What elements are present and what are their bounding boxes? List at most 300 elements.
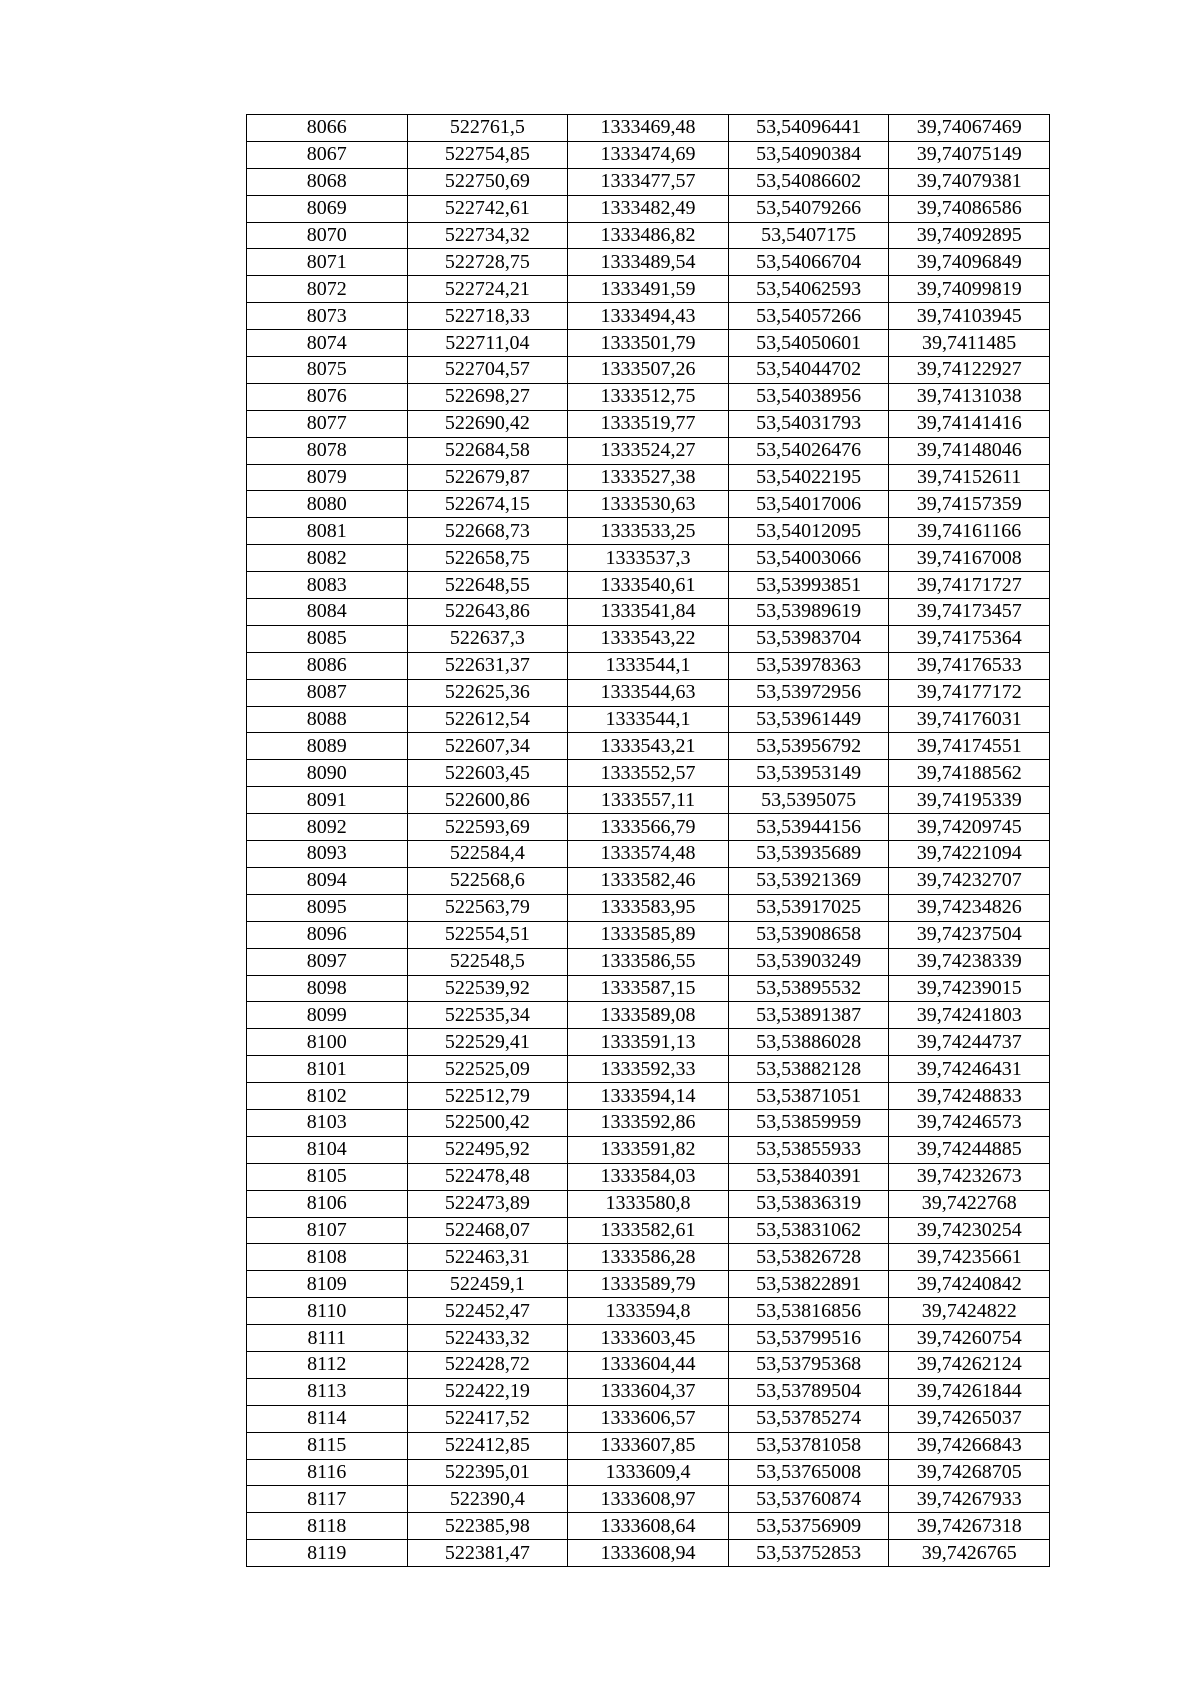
longitude-cell: 39,74260754 [889, 1325, 1050, 1352]
y-coordinate-cell: 1333512,75 [568, 383, 729, 410]
point-number-cell: 8092 [247, 814, 408, 841]
table-row [247, 787, 1050, 814]
x-coordinate-cell: 522495,92 [407, 1136, 568, 1163]
longitude-cell: 39,74152611 [889, 464, 1050, 491]
y-coordinate-cell: 1333589,08 [568, 1002, 729, 1029]
table-row [247, 1378, 1050, 1405]
x-coordinate-cell: 522539,92 [407, 975, 568, 1002]
table-row [247, 222, 1050, 249]
longitude-cell: 39,74268705 [889, 1459, 1050, 1486]
longitude-cell: 39,74267933 [889, 1486, 1050, 1513]
point-number-cell: 8112 [247, 1351, 408, 1378]
latitude-cell: 53,53871051 [728, 1083, 889, 1110]
latitude-cell: 53,53983704 [728, 625, 889, 652]
table-row [247, 303, 1050, 330]
point-number-cell: 8077 [247, 410, 408, 437]
point-number-cell: 8100 [247, 1029, 408, 1056]
x-coordinate-cell: 522698,27 [407, 383, 568, 410]
point-number-cell: 8066 [247, 115, 408, 142]
table-row [247, 1083, 1050, 1110]
point-number-cell: 8105 [247, 1163, 408, 1190]
x-coordinate-cell: 522593,69 [407, 814, 568, 841]
point-number-cell: 8094 [247, 867, 408, 894]
longitude-cell: 39,74176533 [889, 652, 1050, 679]
point-number-cell: 8068 [247, 168, 408, 195]
point-number-cell: 8067 [247, 141, 408, 168]
table-row [247, 1136, 1050, 1163]
y-coordinate-cell: 1333608,94 [568, 1540, 729, 1567]
latitude-cell: 53,53993851 [728, 572, 889, 599]
table-row [247, 1432, 1050, 1459]
x-coordinate-cell: 522684,58 [407, 437, 568, 464]
y-coordinate-cell: 1333587,15 [568, 975, 729, 1002]
latitude-cell: 53,53826728 [728, 1244, 889, 1271]
table-row [247, 357, 1050, 384]
latitude-cell: 53,53921369 [728, 867, 889, 894]
longitude-cell: 39,74195339 [889, 787, 1050, 814]
longitude-cell: 39,74122927 [889, 357, 1050, 384]
y-coordinate-cell: 1333603,45 [568, 1325, 729, 1352]
longitude-cell: 39,74265037 [889, 1405, 1050, 1432]
latitude-cell: 53,53765008 [728, 1459, 889, 1486]
table-row [247, 464, 1050, 491]
y-coordinate-cell: 1333530,63 [568, 491, 729, 518]
longitude-cell: 39,74131038 [889, 383, 1050, 410]
longitude-cell: 39,74092895 [889, 222, 1050, 249]
longitude-cell: 39,74148046 [889, 437, 1050, 464]
table-row [247, 948, 1050, 975]
point-number-cell: 8099 [247, 1002, 408, 1029]
y-coordinate-cell: 1333586,28 [568, 1244, 729, 1271]
point-number-cell: 8109 [247, 1271, 408, 1298]
longitude-cell: 39,74232673 [889, 1163, 1050, 1190]
y-coordinate-cell: 1333566,79 [568, 814, 729, 841]
table-row [247, 518, 1050, 545]
latitude-cell: 53,5395075 [728, 787, 889, 814]
point-number-cell: 8070 [247, 222, 408, 249]
table-row [247, 652, 1050, 679]
y-coordinate-cell: 1333482,49 [568, 195, 729, 222]
longitude-cell: 39,74244885 [889, 1136, 1050, 1163]
table-row [247, 195, 1050, 222]
x-coordinate-cell: 522643,86 [407, 599, 568, 626]
point-number-cell: 8108 [247, 1244, 408, 1271]
table-row [247, 1056, 1050, 1083]
latitude-cell: 53,54026476 [728, 437, 889, 464]
longitude-cell: 39,74246573 [889, 1109, 1050, 1136]
longitude-cell: 39,74237504 [889, 921, 1050, 948]
table-row [247, 249, 1050, 276]
point-number-cell: 8071 [247, 249, 408, 276]
latitude-cell: 53,54066704 [728, 249, 889, 276]
latitude-cell: 53,54057266 [728, 303, 889, 330]
y-coordinate-cell: 1333589,79 [568, 1271, 729, 1298]
latitude-cell: 53,53760874 [728, 1486, 889, 1513]
x-coordinate-cell: 522728,75 [407, 249, 568, 276]
latitude-cell: 53,53785274 [728, 1405, 889, 1432]
longitude-cell: 39,74141416 [889, 410, 1050, 437]
x-coordinate-cell: 522390,4 [407, 1486, 568, 1513]
x-coordinate-cell: 522648,55 [407, 572, 568, 599]
y-coordinate-cell: 1333494,43 [568, 303, 729, 330]
longitude-cell: 39,74244737 [889, 1029, 1050, 1056]
x-coordinate-cell: 522600,86 [407, 787, 568, 814]
table-row [247, 1325, 1050, 1352]
table-row [247, 1271, 1050, 1298]
latitude-cell: 53,54031793 [728, 410, 889, 437]
point-number-cell: 8096 [247, 921, 408, 948]
latitude-cell: 53,53886028 [728, 1029, 889, 1056]
latitude-cell: 53,53944156 [728, 814, 889, 841]
point-number-cell: 8093 [247, 841, 408, 868]
table-row [247, 1486, 1050, 1513]
latitude-cell: 53,53895532 [728, 975, 889, 1002]
latitude-cell: 53,53956792 [728, 733, 889, 760]
latitude-cell: 53,53972956 [728, 679, 889, 706]
latitude-cell: 53,54003066 [728, 545, 889, 572]
latitude-cell: 53,54062593 [728, 276, 889, 303]
latitude-cell: 53,53989619 [728, 599, 889, 626]
point-number-cell: 8083 [247, 572, 408, 599]
longitude-cell: 39,74157359 [889, 491, 1050, 518]
longitude-cell: 39,74235661 [889, 1244, 1050, 1271]
table-row [247, 572, 1050, 599]
x-coordinate-cell: 522612,54 [407, 706, 568, 733]
y-coordinate-cell: 1333582,46 [568, 867, 729, 894]
longitude-cell: 39,74173457 [889, 599, 1050, 626]
x-coordinate-cell: 522452,47 [407, 1298, 568, 1325]
latitude-cell: 53,53855933 [728, 1136, 889, 1163]
point-number-cell: 8072 [247, 276, 408, 303]
table-row [247, 330, 1050, 357]
table-row [247, 625, 1050, 652]
table-row [247, 115, 1050, 142]
latitude-cell: 53,54022195 [728, 464, 889, 491]
point-number-cell: 8076 [247, 383, 408, 410]
latitude-cell: 53,53882128 [728, 1056, 889, 1083]
longitude-cell: 39,74096849 [889, 249, 1050, 276]
longitude-cell: 39,74103945 [889, 303, 1050, 330]
longitude-cell: 39,7422768 [889, 1190, 1050, 1217]
y-coordinate-cell: 1333557,11 [568, 787, 729, 814]
x-coordinate-cell: 522478,48 [407, 1163, 568, 1190]
y-coordinate-cell: 1333544,1 [568, 652, 729, 679]
x-coordinate-cell: 522381,47 [407, 1540, 568, 1567]
longitude-cell: 39,74267318 [889, 1513, 1050, 1540]
point-number-cell: 8119 [247, 1540, 408, 1567]
latitude-cell: 53,53978363 [728, 652, 889, 679]
point-number-cell: 8073 [247, 303, 408, 330]
longitude-cell: 39,7424822 [889, 1298, 1050, 1325]
point-number-cell: 8107 [247, 1217, 408, 1244]
x-coordinate-cell: 522473,89 [407, 1190, 568, 1217]
point-number-cell: 8106 [247, 1190, 408, 1217]
longitude-cell: 39,74099819 [889, 276, 1050, 303]
y-coordinate-cell: 1333582,61 [568, 1217, 729, 1244]
x-coordinate-cell: 522535,34 [407, 1002, 568, 1029]
point-number-cell: 8091 [247, 787, 408, 814]
x-coordinate-cell: 522724,21 [407, 276, 568, 303]
x-coordinate-cell: 522468,07 [407, 1217, 568, 1244]
point-number-cell: 8085 [247, 625, 408, 652]
table-row [247, 921, 1050, 948]
x-coordinate-cell: 522718,33 [407, 303, 568, 330]
x-coordinate-cell: 522433,32 [407, 1325, 568, 1352]
y-coordinate-cell: 1333591,13 [568, 1029, 729, 1056]
y-coordinate-cell: 1333491,59 [568, 276, 729, 303]
y-coordinate-cell: 1333609,4 [568, 1459, 729, 1486]
longitude-cell: 39,74232707 [889, 867, 1050, 894]
x-coordinate-cell: 522554,51 [407, 921, 568, 948]
latitude-cell: 53,54044702 [728, 357, 889, 384]
latitude-cell: 53,53831062 [728, 1217, 889, 1244]
point-number-cell: 8097 [247, 948, 408, 975]
latitude-cell: 53,54079266 [728, 195, 889, 222]
y-coordinate-cell: 1333543,22 [568, 625, 729, 652]
latitude-cell: 53,53859959 [728, 1109, 889, 1136]
table-row [247, 975, 1050, 1002]
latitude-cell: 53,53789504 [728, 1378, 889, 1405]
longitude-cell: 39,74234826 [889, 894, 1050, 921]
latitude-cell: 53,53961449 [728, 706, 889, 733]
x-coordinate-cell: 522674,15 [407, 491, 568, 518]
table-row [247, 733, 1050, 760]
table-row [247, 814, 1050, 841]
x-coordinate-cell: 522422,19 [407, 1378, 568, 1405]
y-coordinate-cell: 1333486,82 [568, 222, 729, 249]
table-row [247, 1513, 1050, 1540]
y-coordinate-cell: 1333507,26 [568, 357, 729, 384]
y-coordinate-cell: 1333501,79 [568, 330, 729, 357]
y-coordinate-cell: 1333543,21 [568, 733, 729, 760]
y-coordinate-cell: 1333594,8 [568, 1298, 729, 1325]
x-coordinate-cell: 522704,57 [407, 357, 568, 384]
longitude-cell: 39,74238339 [889, 948, 1050, 975]
point-number-cell: 8078 [247, 437, 408, 464]
longitude-cell: 39,74079381 [889, 168, 1050, 195]
longitude-cell: 39,74240842 [889, 1271, 1050, 1298]
table-row [247, 1244, 1050, 1271]
table-row [247, 706, 1050, 733]
x-coordinate-cell: 522525,09 [407, 1056, 568, 1083]
x-coordinate-cell: 522761,5 [407, 115, 568, 142]
table-row [247, 1459, 1050, 1486]
longitude-cell: 39,74239015 [889, 975, 1050, 1002]
y-coordinate-cell: 1333608,97 [568, 1486, 729, 1513]
y-coordinate-cell: 1333489,54 [568, 249, 729, 276]
latitude-cell: 53,53908658 [728, 921, 889, 948]
table-row [247, 1029, 1050, 1056]
table-row [247, 141, 1050, 168]
point-number-cell: 8095 [247, 894, 408, 921]
latitude-cell: 53,53935689 [728, 841, 889, 868]
latitude-cell: 53,54050601 [728, 330, 889, 357]
longitude-cell: 39,74067469 [889, 115, 1050, 142]
longitude-cell: 39,74176031 [889, 706, 1050, 733]
longitude-cell: 39,74167008 [889, 545, 1050, 572]
y-coordinate-cell: 1333604,44 [568, 1351, 729, 1378]
point-number-cell: 8118 [247, 1513, 408, 1540]
latitude-cell: 53,53822891 [728, 1271, 889, 1298]
x-coordinate-cell: 522459,1 [407, 1271, 568, 1298]
x-coordinate-cell: 522631,37 [407, 652, 568, 679]
x-coordinate-cell: 522734,32 [407, 222, 568, 249]
y-coordinate-cell: 1333541,84 [568, 599, 729, 626]
x-coordinate-cell: 522568,6 [407, 867, 568, 894]
point-number-cell: 8098 [247, 975, 408, 1002]
point-number-cell: 8117 [247, 1486, 408, 1513]
y-coordinate-cell: 1333585,89 [568, 921, 729, 948]
longitude-cell: 39,74075149 [889, 141, 1050, 168]
y-coordinate-cell: 1333607,85 [568, 1432, 729, 1459]
table-row [247, 1190, 1050, 1217]
point-number-cell: 8110 [247, 1298, 408, 1325]
y-coordinate-cell: 1333592,33 [568, 1056, 729, 1083]
coordinates-table-body [247, 115, 1050, 1567]
x-coordinate-cell: 522428,72 [407, 1351, 568, 1378]
y-coordinate-cell: 1333584,03 [568, 1163, 729, 1190]
x-coordinate-cell: 522412,85 [407, 1432, 568, 1459]
point-number-cell: 8088 [247, 706, 408, 733]
table-row [247, 1540, 1050, 1567]
point-number-cell: 8101 [247, 1056, 408, 1083]
x-coordinate-cell: 522512,79 [407, 1083, 568, 1110]
latitude-cell: 53,53756909 [728, 1513, 889, 1540]
x-coordinate-cell: 522668,73 [407, 518, 568, 545]
x-coordinate-cell: 522529,41 [407, 1029, 568, 1056]
latitude-cell: 53,53795368 [728, 1351, 889, 1378]
table-row [247, 168, 1050, 195]
latitude-cell: 53,53840391 [728, 1163, 889, 1190]
table-row [247, 841, 1050, 868]
table-row [247, 1405, 1050, 1432]
latitude-cell: 53,53752853 [728, 1540, 889, 1567]
x-coordinate-cell: 522548,5 [407, 948, 568, 975]
longitude-cell: 39,74221094 [889, 841, 1050, 868]
longitude-cell: 39,7426765 [889, 1540, 1050, 1567]
point-number-cell: 8074 [247, 330, 408, 357]
longitude-cell: 39,74086586 [889, 195, 1050, 222]
point-number-cell: 8089 [247, 733, 408, 760]
x-coordinate-cell: 522658,75 [407, 545, 568, 572]
x-coordinate-cell: 522607,34 [407, 733, 568, 760]
x-coordinate-cell: 522625,36 [407, 679, 568, 706]
y-coordinate-cell: 1333474,69 [568, 141, 729, 168]
y-coordinate-cell: 1333604,37 [568, 1378, 729, 1405]
x-coordinate-cell: 522742,61 [407, 195, 568, 222]
point-number-cell: 8080 [247, 491, 408, 518]
table-row [247, 383, 1050, 410]
point-number-cell: 8103 [247, 1109, 408, 1136]
coordinates-table [246, 114, 1050, 1567]
table-row [247, 437, 1050, 464]
point-number-cell: 8104 [247, 1136, 408, 1163]
x-coordinate-cell: 522754,85 [407, 141, 568, 168]
y-coordinate-cell: 1333524,27 [568, 437, 729, 464]
latitude-cell: 53,53781058 [728, 1432, 889, 1459]
x-coordinate-cell: 522463,31 [407, 1244, 568, 1271]
latitude-cell: 53,54017006 [728, 491, 889, 518]
longitude-cell: 39,7411485 [889, 330, 1050, 357]
x-coordinate-cell: 522395,01 [407, 1459, 568, 1486]
point-number-cell: 8102 [247, 1083, 408, 1110]
table-row [247, 491, 1050, 518]
longitude-cell: 39,74209745 [889, 814, 1050, 841]
point-number-cell: 8115 [247, 1432, 408, 1459]
longitude-cell: 39,74174551 [889, 733, 1050, 760]
longitude-cell: 39,74246431 [889, 1056, 1050, 1083]
table-row [247, 545, 1050, 572]
latitude-cell: 53,54038956 [728, 383, 889, 410]
y-coordinate-cell: 1333533,25 [568, 518, 729, 545]
latitude-cell: 53,54096441 [728, 115, 889, 142]
point-number-cell: 8114 [247, 1405, 408, 1432]
point-number-cell: 8069 [247, 195, 408, 222]
point-number-cell: 8079 [247, 464, 408, 491]
table-row [247, 867, 1050, 894]
table-row [247, 679, 1050, 706]
y-coordinate-cell: 1333552,57 [568, 760, 729, 787]
y-coordinate-cell: 1333586,55 [568, 948, 729, 975]
point-number-cell: 8111 [247, 1325, 408, 1352]
latitude-cell: 53,54086602 [728, 168, 889, 195]
table-row [247, 1163, 1050, 1190]
point-number-cell: 8084 [247, 599, 408, 626]
y-coordinate-cell: 1333519,77 [568, 410, 729, 437]
y-coordinate-cell: 1333574,48 [568, 841, 729, 868]
y-coordinate-cell: 1333608,64 [568, 1513, 729, 1540]
x-coordinate-cell: 522690,42 [407, 410, 568, 437]
y-coordinate-cell: 1333580,8 [568, 1190, 729, 1217]
point-number-cell: 8090 [247, 760, 408, 787]
x-coordinate-cell: 522637,3 [407, 625, 568, 652]
latitude-cell: 53,53799516 [728, 1325, 889, 1352]
x-coordinate-cell: 522563,79 [407, 894, 568, 921]
point-number-cell: 8082 [247, 545, 408, 572]
x-coordinate-cell: 522385,98 [407, 1513, 568, 1540]
latitude-cell: 53,54090384 [728, 141, 889, 168]
y-coordinate-cell: 1333544,1 [568, 706, 729, 733]
y-coordinate-cell: 1333527,38 [568, 464, 729, 491]
table-row [247, 1351, 1050, 1378]
point-number-cell: 8086 [247, 652, 408, 679]
table-row [247, 410, 1050, 437]
longitude-cell: 39,74188562 [889, 760, 1050, 787]
table-row [247, 1002, 1050, 1029]
longitude-cell: 39,74248833 [889, 1083, 1050, 1110]
x-coordinate-cell: 522417,52 [407, 1405, 568, 1432]
x-coordinate-cell: 522679,87 [407, 464, 568, 491]
x-coordinate-cell: 522584,4 [407, 841, 568, 868]
y-coordinate-cell: 1333592,86 [568, 1109, 729, 1136]
longitude-cell: 39,74175364 [889, 625, 1050, 652]
latitude-cell: 53,53953149 [728, 760, 889, 787]
y-coordinate-cell: 1333540,61 [568, 572, 729, 599]
y-coordinate-cell: 1333606,57 [568, 1405, 729, 1432]
table-row [247, 276, 1050, 303]
longitude-cell: 39,74261844 [889, 1378, 1050, 1405]
latitude-cell: 53,53917025 [728, 894, 889, 921]
x-coordinate-cell: 522750,69 [407, 168, 568, 195]
point-number-cell: 8087 [247, 679, 408, 706]
x-coordinate-cell: 522711,04 [407, 330, 568, 357]
x-coordinate-cell: 522603,45 [407, 760, 568, 787]
longitude-cell: 39,74266843 [889, 1432, 1050, 1459]
longitude-cell: 39,74241803 [889, 1002, 1050, 1029]
latitude-cell: 53,53816856 [728, 1298, 889, 1325]
longitude-cell: 39,74230254 [889, 1217, 1050, 1244]
table-row [247, 760, 1050, 787]
